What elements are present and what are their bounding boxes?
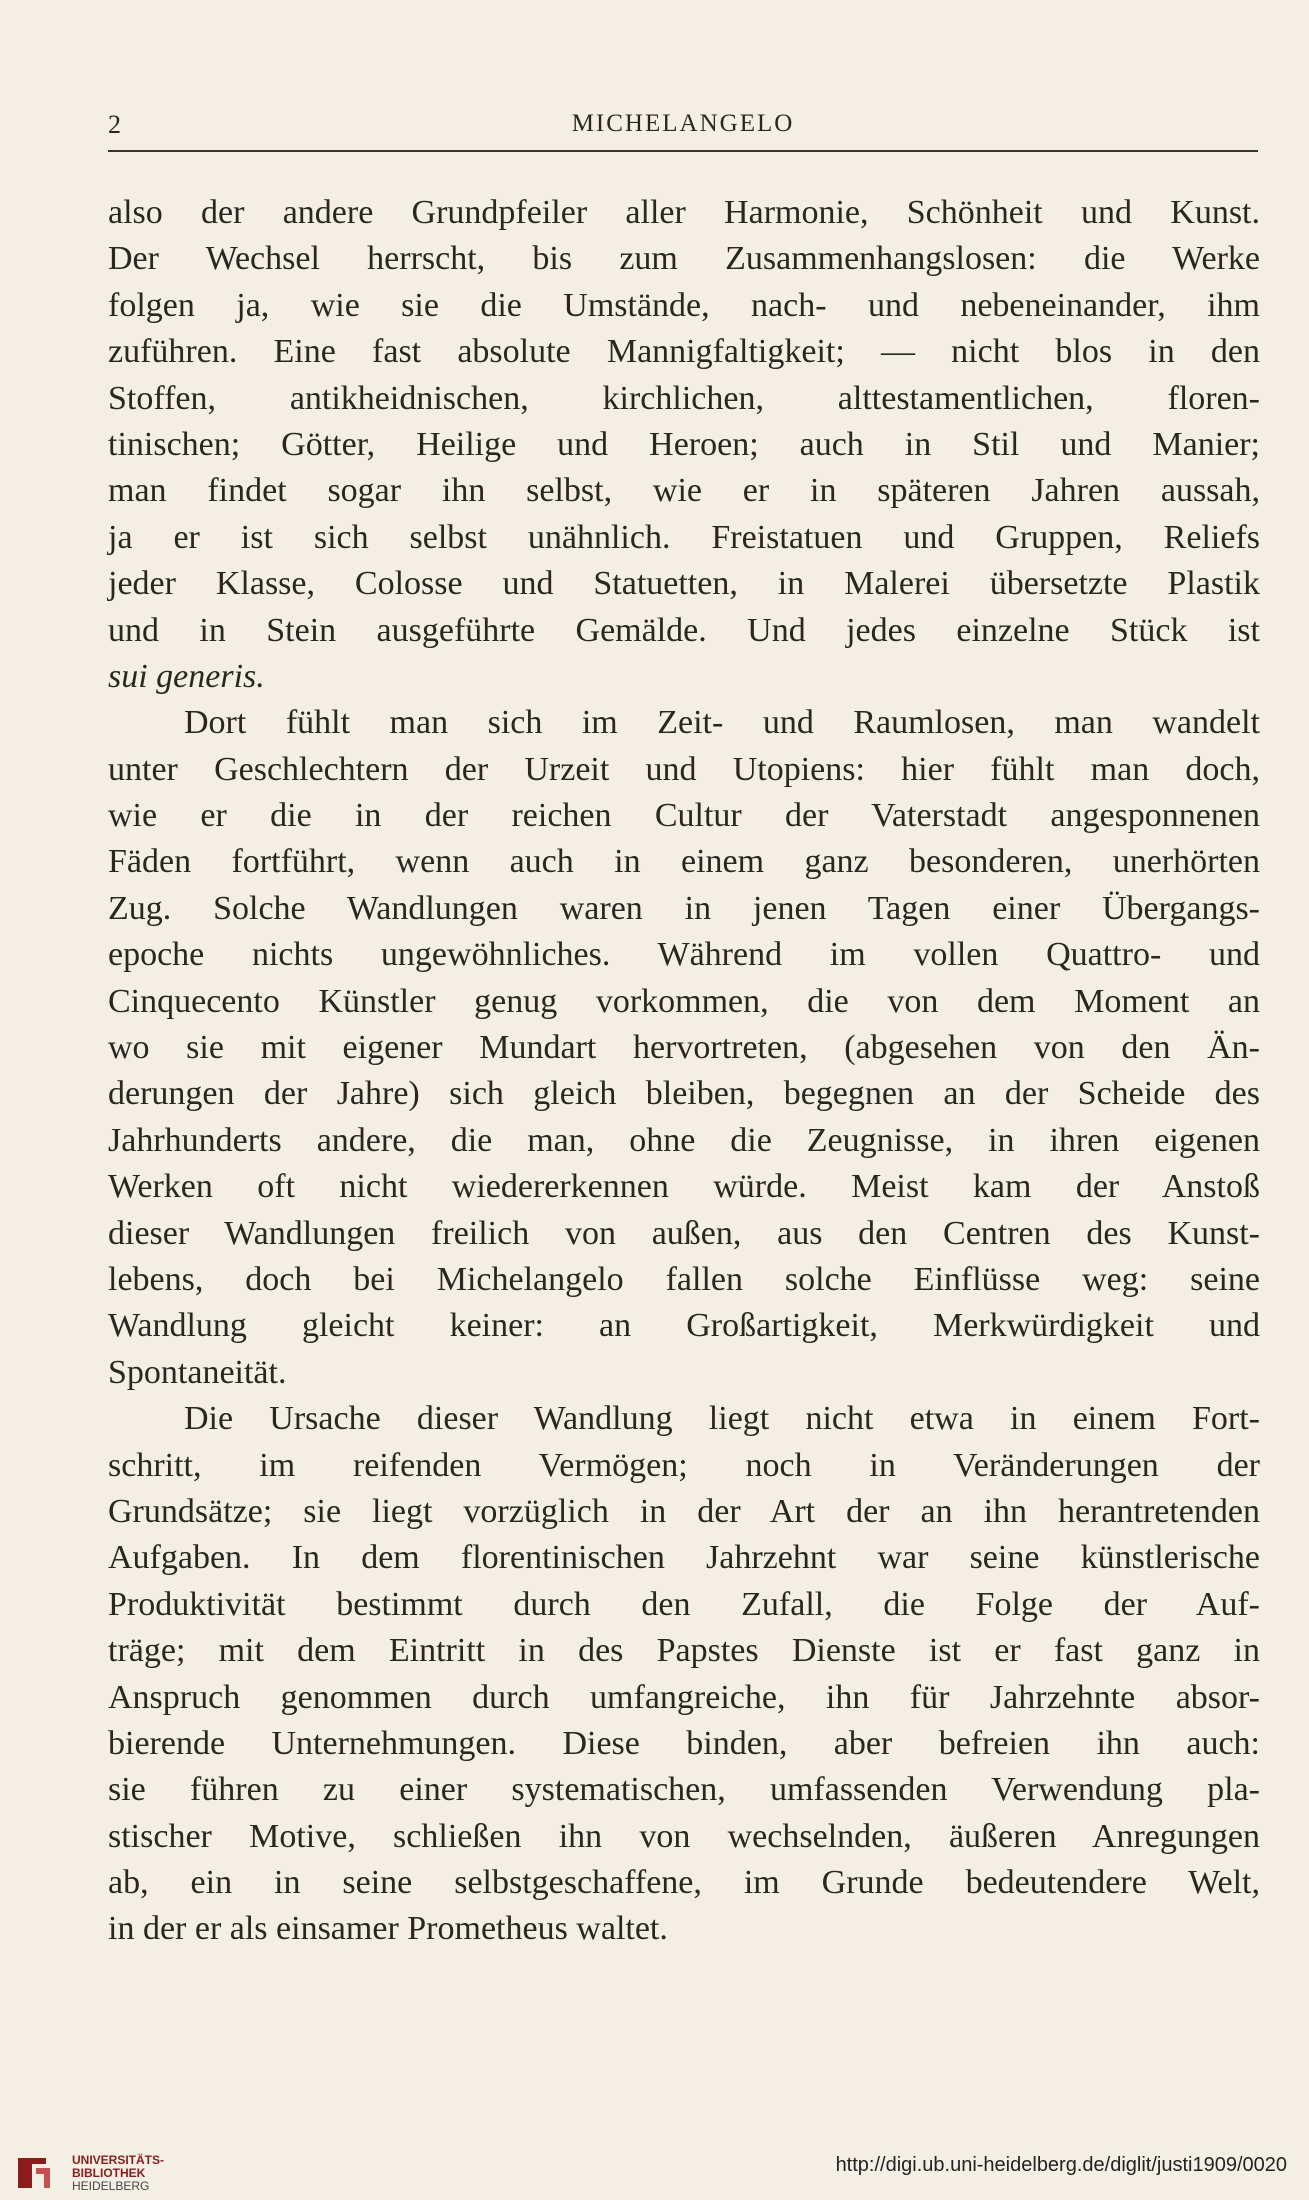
text-line: also der andere Grundpfeiler aller Harmonie, Schönheit und Kunst.	[108, 194, 1260, 231]
library-name	[72, 2154, 164, 2193]
text-line: sie führen zu einer systematischen, umfassenden Verwendung pla-	[108, 1771, 1260, 1809]
text-line: sui generis.	[108, 657, 265, 695]
text-line: träge; mit dem Eintritt in des Papstes Dienste ist er fast ganz in	[108, 1632, 1260, 1670]
page-footer	[0, 2130, 1309, 2200]
text-line: ab, ein in seine selbstgeschaffene, im Grunde bedeutendere Welt,	[108, 1864, 1260, 1902]
text-line: schritt, im reifenden Vermögen; noch in Veränderungen der	[108, 1446, 1260, 1484]
text-line: folgen ja, wie sie die Umstände, nach- und nebeneinander, ihm	[108, 286, 1260, 324]
running-title: MICHELANGELO	[571, 110, 795, 137]
page-header	[108, 110, 1258, 150]
library-name-line: UNIVERSITÄTS-	[72, 2153, 165, 2167]
text-line: jeder Klasse, Colosse und Statuetten, in Malerei übersetzte Plastik	[108, 565, 1260, 603]
text-line: Werken oft nicht wiedererkennen würde. Meist kam der Anstoß	[108, 1168, 1260, 1206]
text-line: Jahrhunderts andere, die man, ohne die Zeugnisse, in ihren eigenen	[108, 1121, 1260, 1159]
library-name-line: BIBLIOTHEK	[72, 2166, 146, 2180]
text-line: bierende Unternehmungen. Diese binden, aber befreien ihn auch:	[108, 1724, 1260, 1762]
text-line: stischer Motive, schließen ihn von wechselnden, äußeren Anregungen	[108, 1817, 1260, 1855]
page-number: 2	[108, 110, 122, 139]
text-line: Stoffen, antikheidnischen, kirchlichen, alttestamentlichen, floren-	[108, 379, 1260, 417]
text-line: unter Geschlechtern der Urzeit und Utopiens: hier fühlt man doch,	[108, 750, 1260, 788]
source-url: http://digi.ub.uni-heidelberg.de/diglit/justi1909/0020	[835, 2154, 1287, 2176]
text-line: in der er als einsamer Prometheus waltet.	[108, 1910, 668, 1948]
text-line: man findet sogar ihn selbst, wie er in späteren Jahren aussah,	[108, 472, 1260, 510]
text-line: Grundsätze; sie liegt vorzüglich in der Art der an ihn herantretenden	[108, 1492, 1260, 1530]
text-line: lebens, doch bei Michelangelo fallen solche Einflüsse weg: seine	[108, 1260, 1260, 1298]
text-line: wo sie mit eigener Mundart hervortreten, (abgesehen von den Än-	[108, 1029, 1260, 1067]
text-line: derungen der Jahre) sich gleich bleiben, begegnen an der Scheide des	[108, 1075, 1260, 1113]
text-line: wie er die in der reichen Cultur der Vaterstadt angesponnenen	[108, 797, 1260, 835]
text-line: Die Ursache dieser Wandlung liegt nicht etwa in einem Fort-	[184, 1400, 1260, 1438]
library-logo-icon	[16, 2154, 54, 2192]
text-line: tinischen; Götter, Heilige und Heroen; auch in Stil und Manier;	[108, 425, 1260, 463]
text-line: Aufgaben. In dem florentinischen Jahrzehnt war seine künstlerische	[108, 1539, 1260, 1577]
text-line: Cinquecento Künstler genug vorkommen, die von dem Moment an	[108, 982, 1260, 1020]
text-line: Spontaneität.	[108, 1353, 287, 1391]
text-line: und in Stein ausgeführte Gemälde. Und jedes einzelne Stück ist	[108, 611, 1260, 649]
text-line: Anspruch genommen durch umfangreiche, ihn für Jahrzehnte absor-	[108, 1678, 1260, 1716]
text-line: dieser Wandlungen freilich von außen, aus den Centren des Kunst-	[108, 1214, 1260, 1252]
text-line: Fäden fortführt, wenn auch in einem ganz besonderen, unerhörten	[108, 843, 1260, 881]
text-line: Produktivität bestimmt durch den Zufall, die Folge der Auf-	[108, 1585, 1260, 1623]
text-line: ja er ist sich selbst unähnlich. Freistatuen und Gruppen, Reliefs	[108, 518, 1260, 556]
body-text	[108, 190, 1260, 1953]
library-name-line: HEIDELBERG	[72, 2179, 150, 2193]
text-line: Wandlung gleicht keiner: an Großartigkeit, Merkwürdigkeit und	[108, 1307, 1260, 1345]
text-line: epoche nichts ungewöhnliches. Während im vollen Quattro- und	[108, 936, 1260, 974]
text-line: Der Wechsel herrscht, bis zum Zusammenhangslosen: die Werke	[108, 240, 1260, 278]
text-line: zuführen. Eine fast absolute Mannigfaltigkeit; — nicht blos in den	[108, 333, 1260, 371]
text-line: Zug. Solche Wandlungen waren in jenen Tagen einer Übergangs-	[108, 889, 1260, 927]
header-rule	[108, 150, 1258, 152]
text-line: Dort fühlt man sich im Zeit- und Raumlosen, man wandelt	[184, 704, 1260, 742]
